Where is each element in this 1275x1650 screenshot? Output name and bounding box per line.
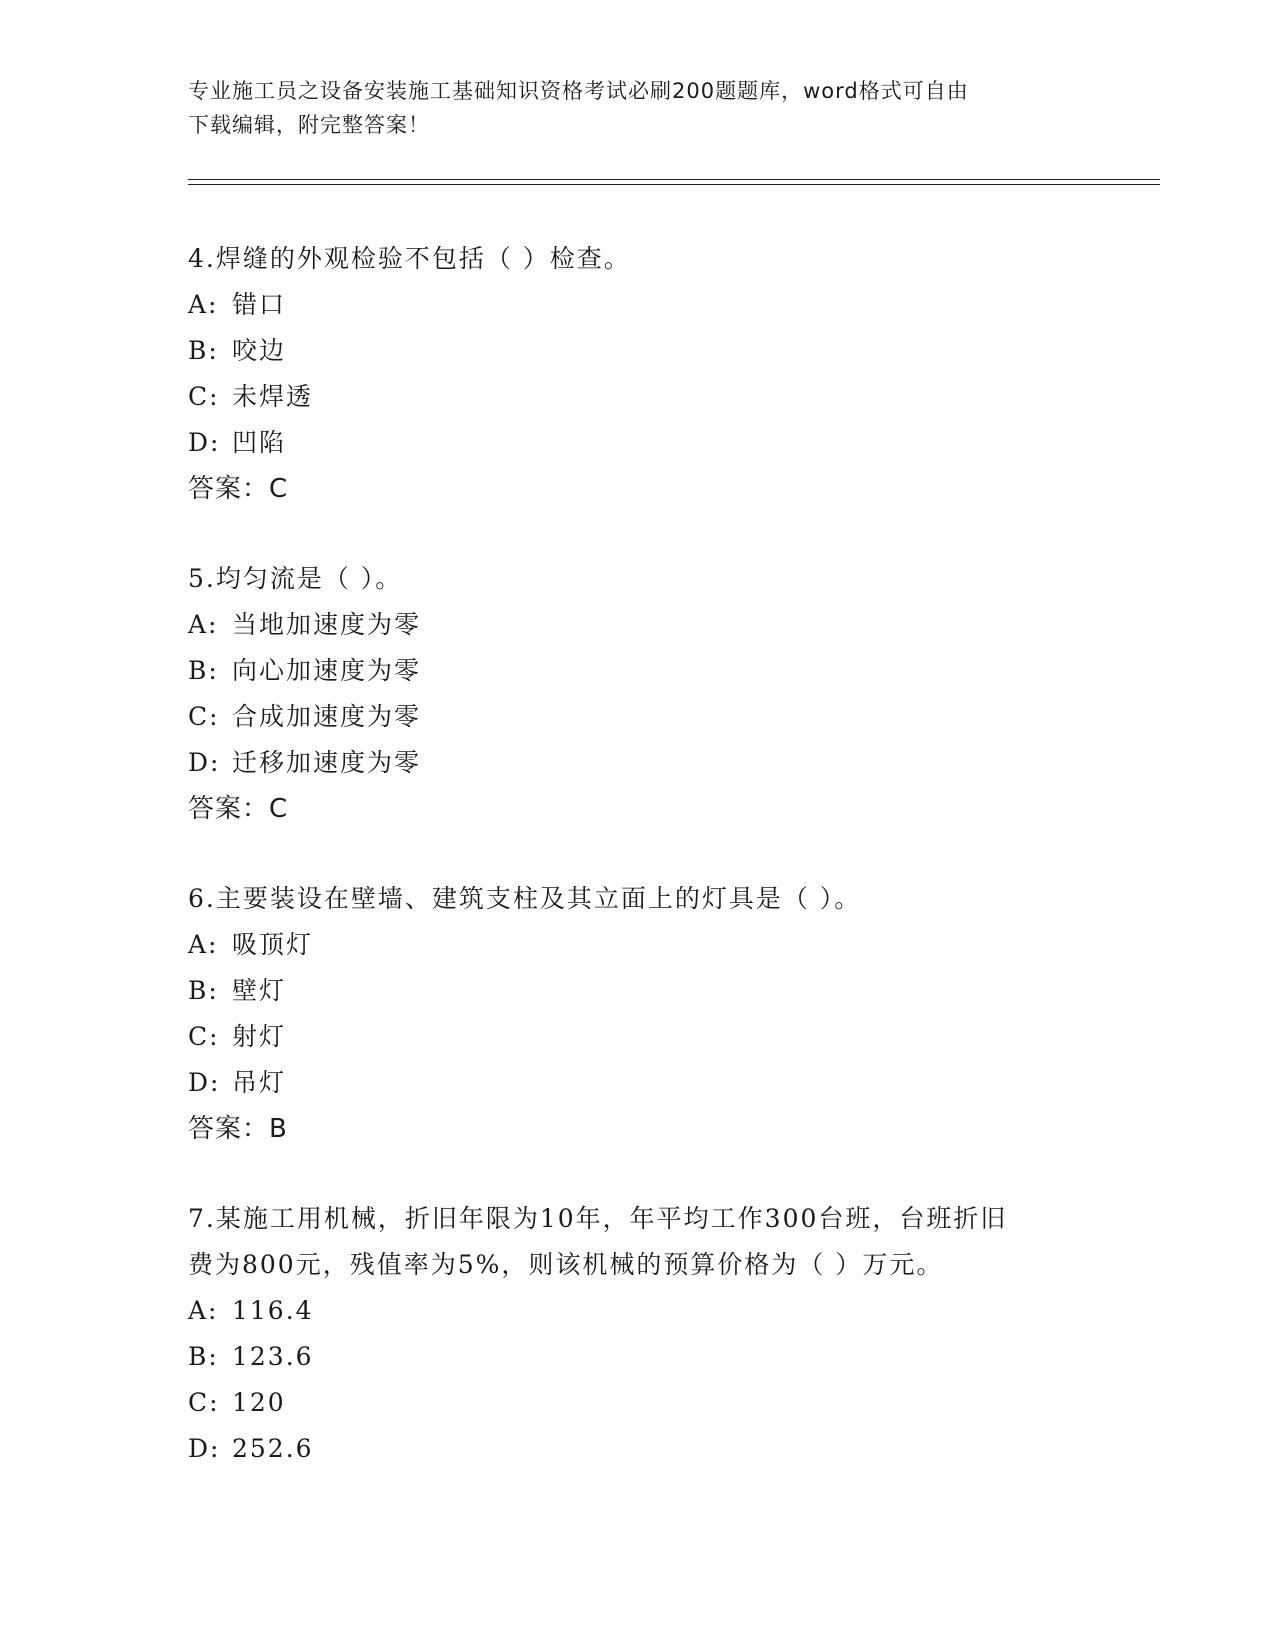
option-text: 凹陷 — [232, 428, 287, 457]
option-text: 252.6 — [232, 1434, 314, 1463]
option-d — [188, 420, 1148, 466]
option-text: 吸顶灯 — [232, 930, 314, 959]
question-stem-line-1: 7.某施工用机械，折旧年限为10年，年平均工作300台班，台班折旧 — [188, 1204, 1008, 1233]
option-letter: C: — [188, 702, 220, 731]
option-d — [188, 740, 1148, 786]
option-letter: D: — [188, 1434, 221, 1463]
header-line-1: 专业施工员之设备安装施工基础知识资格考试必刷200题题库，word格式可自由 — [188, 79, 969, 103]
option-text: 吊灯 — [232, 1068, 287, 1097]
option-letter: A: — [188, 290, 219, 319]
option-a — [188, 602, 1148, 648]
option-letter: A: — [188, 610, 219, 639]
header-divider-top — [188, 179, 1160, 180]
option-text: 射灯 — [232, 1022, 287, 1051]
option-a — [188, 282, 1148, 328]
option-d — [188, 1426, 1148, 1472]
option-letter: B: — [188, 336, 219, 365]
option-letter: B: — [188, 656, 219, 685]
option-a — [188, 922, 1148, 968]
question-6 — [188, 876, 1148, 1152]
option-a — [188, 1288, 1148, 1334]
option-text: 116.4 — [232, 1296, 314, 1325]
option-c — [188, 374, 1148, 420]
option-text: 120 — [232, 1388, 286, 1417]
option-b — [188, 328, 1148, 374]
question-stem: 4.焊缝的外观检验不包括（ ）检查。 — [188, 244, 631, 273]
option-text: 迁移加速度为零 — [232, 748, 422, 777]
option-text: 当地加速度为零 — [232, 610, 422, 639]
question-4 — [188, 236, 1148, 512]
option-b — [188, 1334, 1148, 1380]
option-letter: B: — [188, 1342, 219, 1371]
option-letter: B: — [188, 976, 219, 1005]
option-letter: A: — [188, 1296, 219, 1325]
header-line-2: 下载编辑，附完整答案！ — [188, 113, 430, 137]
answer-line: 答案：C — [188, 474, 289, 504]
question-7 — [188, 1196, 1148, 1472]
option-text: 向心加速度为零 — [232, 656, 422, 685]
option-d — [188, 1060, 1148, 1106]
question-5 — [188, 556, 1148, 832]
option-letter: C: — [188, 1022, 220, 1051]
option-c — [188, 694, 1148, 740]
document-header — [188, 74, 1088, 142]
option-letter: A: — [188, 930, 219, 959]
question-stem: 5.均匀流是（ ）。 — [188, 564, 403, 593]
option-letter: C: — [188, 1388, 220, 1417]
option-text: 咬边 — [232, 336, 287, 365]
answer-line: 答案：B — [188, 1114, 288, 1144]
option-text: 123.6 — [232, 1342, 314, 1371]
option-text: 合成加速度为零 — [232, 702, 422, 731]
option-letter: D: — [188, 1068, 221, 1097]
answer-line: 答案：C — [188, 794, 289, 824]
option-letter: D: — [188, 428, 221, 457]
option-c — [188, 1380, 1148, 1426]
option-b — [188, 648, 1148, 694]
option-b — [188, 968, 1148, 1014]
option-letter: D: — [188, 748, 221, 777]
option-text: 未焊透 — [232, 382, 314, 411]
question-stem-line-2: 费为800元，残值率为5%，则该机械的预算价格为（ ）万元。 — [188, 1250, 944, 1279]
question-stem: 6.主要装设在壁墙、建筑支柱及其立面上的灯具是（ ）。 — [188, 884, 862, 913]
option-letter: C: — [188, 382, 220, 411]
option-c — [188, 1014, 1148, 1060]
option-text: 壁灯 — [232, 976, 287, 1005]
header-divider-bottom — [188, 184, 1160, 185]
option-text: 错口 — [232, 290, 287, 319]
